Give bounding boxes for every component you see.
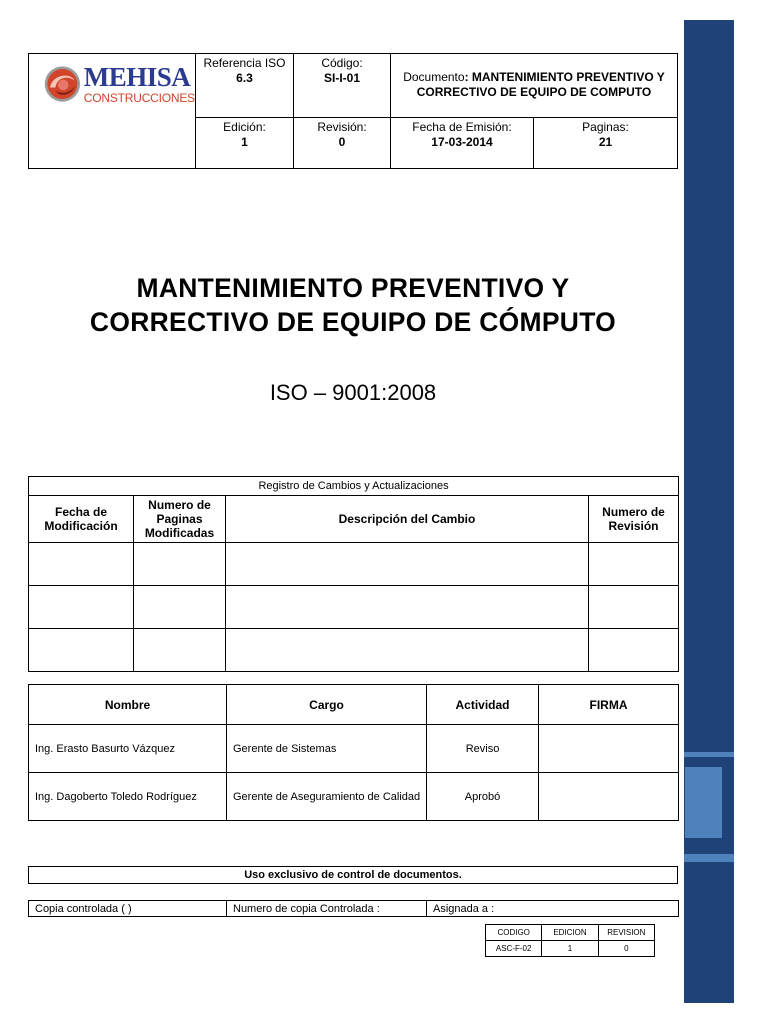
table-row: [29, 773, 679, 821]
revision-label: Revisión:: [317, 119, 367, 134]
signer-name: Ing. Erasto Basurto Vázquez: [29, 725, 227, 773]
table-row: [29, 586, 679, 629]
form-revision-label: REVISION: [598, 925, 654, 941]
document-control-label: Uso exclusivo de control de documentos.: [29, 867, 678, 884]
ref-iso-cell: [196, 54, 294, 118]
table-row: [29, 725, 679, 773]
documento-cell: [391, 54, 678, 118]
form-edicion-label: EDICION: [542, 925, 598, 941]
document-header-table: [28, 53, 678, 169]
change-log-table: [28, 476, 679, 672]
paginas-cell: [534, 117, 678, 168]
ref-iso-label: Referencia ISO: [203, 56, 286, 70]
col-firma: FIRMA: [539, 685, 679, 725]
form-edicion-value: 1: [542, 941, 598, 957]
side-decoration-line: [684, 854, 734, 862]
fecha-value: 17-03-2014: [431, 134, 493, 149]
col-paginas-modificadas: Numero de Paginas Modificadas: [134, 496, 226, 543]
main-title-line2: CORRECTIVO DE EQUIPO DE CÓMPUTO: [89, 307, 617, 337]
logo-swirl-icon: [43, 62, 82, 106]
form-codigo-value: ASC-F-02: [486, 941, 542, 957]
change-log-caption: Registro de Cambios y Actualizaciones: [29, 477, 679, 496]
company-logo: [29, 54, 195, 106]
copy-control-table: [28, 900, 679, 917]
codigo-label: Código:: [321, 56, 363, 70]
codigo-cell: [294, 54, 391, 118]
main-title: [35, 271, 672, 339]
signer-role: Gerente de Sistemas: [227, 725, 427, 773]
main-title-line1: MANTENIMIENTO PREVENTIVO Y: [136, 273, 570, 303]
revision-cell: [294, 117, 391, 168]
fecha-label: Fecha de Emisión:: [412, 119, 512, 134]
numero-copia-field: Numero de copia Controlada :: [227, 901, 427, 917]
signatures-table: [28, 684, 679, 821]
signer-name: Ing. Dagoberto Toledo Rodríguez: [29, 773, 227, 821]
form-code-table: [485, 924, 655, 957]
paginas-value: 21: [598, 134, 613, 149]
documento-label: Documento: [403, 70, 465, 85]
iso-standard: ISO – 9001:2008: [269, 380, 437, 405]
col-actividad: Actividad: [427, 685, 539, 725]
ref-iso-value: 6.3: [236, 71, 253, 85]
documento-value: : MANTENIMIENTO PREVENTIVO Y CORRECTIVO DE EQUIPO DE COMPUTO: [416, 70, 665, 100]
asignada-field: Asignada a :: [427, 901, 679, 917]
fecha-cell: [391, 117, 534, 168]
signer-role: Gerente de Aseguramiento de Calidad: [227, 773, 427, 821]
form-codigo-label: CODIGO: [486, 925, 542, 941]
document-control-header: [28, 866, 678, 884]
edicion-value: 1: [241, 134, 248, 149]
revision-value: 0: [338, 134, 346, 149]
codigo-value: SI-I-01: [323, 71, 360, 85]
signature-field: [539, 773, 679, 821]
table-row: [29, 629, 679, 672]
col-cargo: Cargo: [227, 685, 427, 725]
logo-name: MEHISA: [83, 62, 191, 92]
paginas-label: Paginas:: [582, 119, 629, 134]
col-nombre: Nombre: [29, 685, 227, 725]
side-decoration-line: [684, 752, 734, 757]
signer-activity: Aprobó: [427, 773, 539, 821]
logo-subtitle: CONSTRUCCIONES: [83, 91, 195, 105]
logo-cell: [29, 54, 196, 169]
side-decoration-block: [685, 767, 722, 838]
col-descripcion-cambio: Descripción del Cambio: [226, 496, 589, 543]
form-revision-value: 0: [598, 941, 654, 957]
table-row: [29, 543, 679, 586]
edicion-label: Edición:: [223, 119, 266, 134]
signature-field: [539, 725, 679, 773]
edicion-cell: [196, 117, 294, 168]
signer-activity: Reviso: [427, 725, 539, 773]
col-fecha-modificacion: Fecha de Modificación: [29, 496, 134, 543]
col-numero-revision: Numero de Revisión: [589, 496, 679, 543]
copia-controlada-field: Copia controlada ( ): [29, 901, 227, 917]
